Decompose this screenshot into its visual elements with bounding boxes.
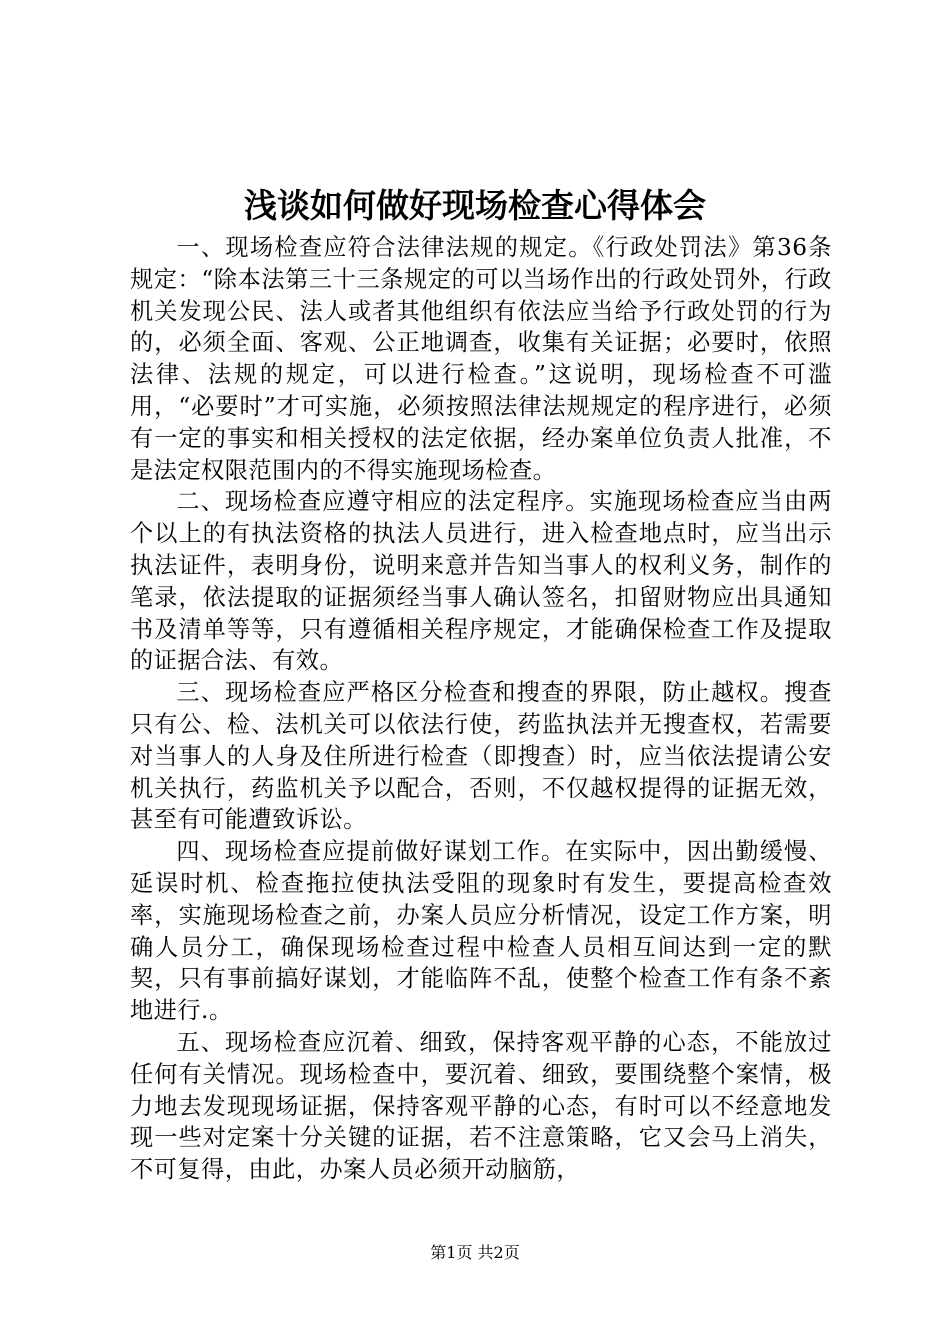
paragraph-1: 一、现场检查应符合法律法规的规定。《行政处罚法》第36条规定：“除本法第三十三条规定的可以当场作出的行政处罚外，行政机关发现公民、法人或者其他组织有依法应当给予行政处罚的行为的，必须全面、客观、公正地调查，收集有关证据；必要时，依照法律、法规的规定，可以进行检查。”这说明，现场检查不可滥用，“必要时”才可实施，必须按照法律法规规定的程序进行，必须有一定的事实和相关授权的法定依据，经办案单位负责人批准，不是法定权限范围内的不得实施现场检查。: [130, 234, 832, 484]
document-body: [130, 232, 832, 1186]
paragraph-5: 五、现场检查应沉着、细致，保持客观平静的心态，不能放过任何有关情况。现场检查中，要沉着、细致，要围绕整个案情，极力地去发现现场证据，保持客观平静的心态，有时可以不经意地发现一些对定案十分关键的证据，若不注意策略，它又会马上消失，不可复得，由此，办案人员必须开动脑筋，: [130, 1028, 832, 1184]
page-title: 浅谈如何做好现场检查心得体会: [244, 186, 706, 225]
page-footer: 第1页 共2页: [430, 1243, 520, 1262]
paragraph-3: 三、现场检查应严格区分检查和搜查的界限，防止越权。搜查只有公、检、法机关可以依法行使，药监执法并无搜查权，若需要对当事人的人身及住所进行检查（即搜查）时，应当依法提请公安机关执行，药监机关予以配合，否则，不仅越权提得的证据无效，甚至有可能遭致诉讼。: [130, 679, 832, 834]
paragraph-2: 二、现场检查应遵守相应的法定程序。实施现场检查应当由两个以上的有执法资格的执法人员进行，进入检查地点时，应当出示执法证件，表明身份，说明来意并告知当事人的权利义务，制作的笔录，依法提取的证据须经当事人确认签名，扣留财物应出具通知书及清单等等，只有遵循相关程序规定，才能确保检查工作及提取的证据合法、有效。: [130, 488, 832, 675]
paragraph-4: 四、现场检查应提前做好谋划工作。在实际中，因出勤缓慢、延误时机、检查拖拉使执法受阻的现象时有发生，要提高检查效率，实施现场检查之前，办案人员应分析情况，设定工作方案，明确人员分工，确保现场检查过程中检查人员相互间达到一定的默契，只有事前搞好谋划，才能临阵不乱，使整个检查工作有条不紊地进行.。: [130, 838, 832, 1025]
